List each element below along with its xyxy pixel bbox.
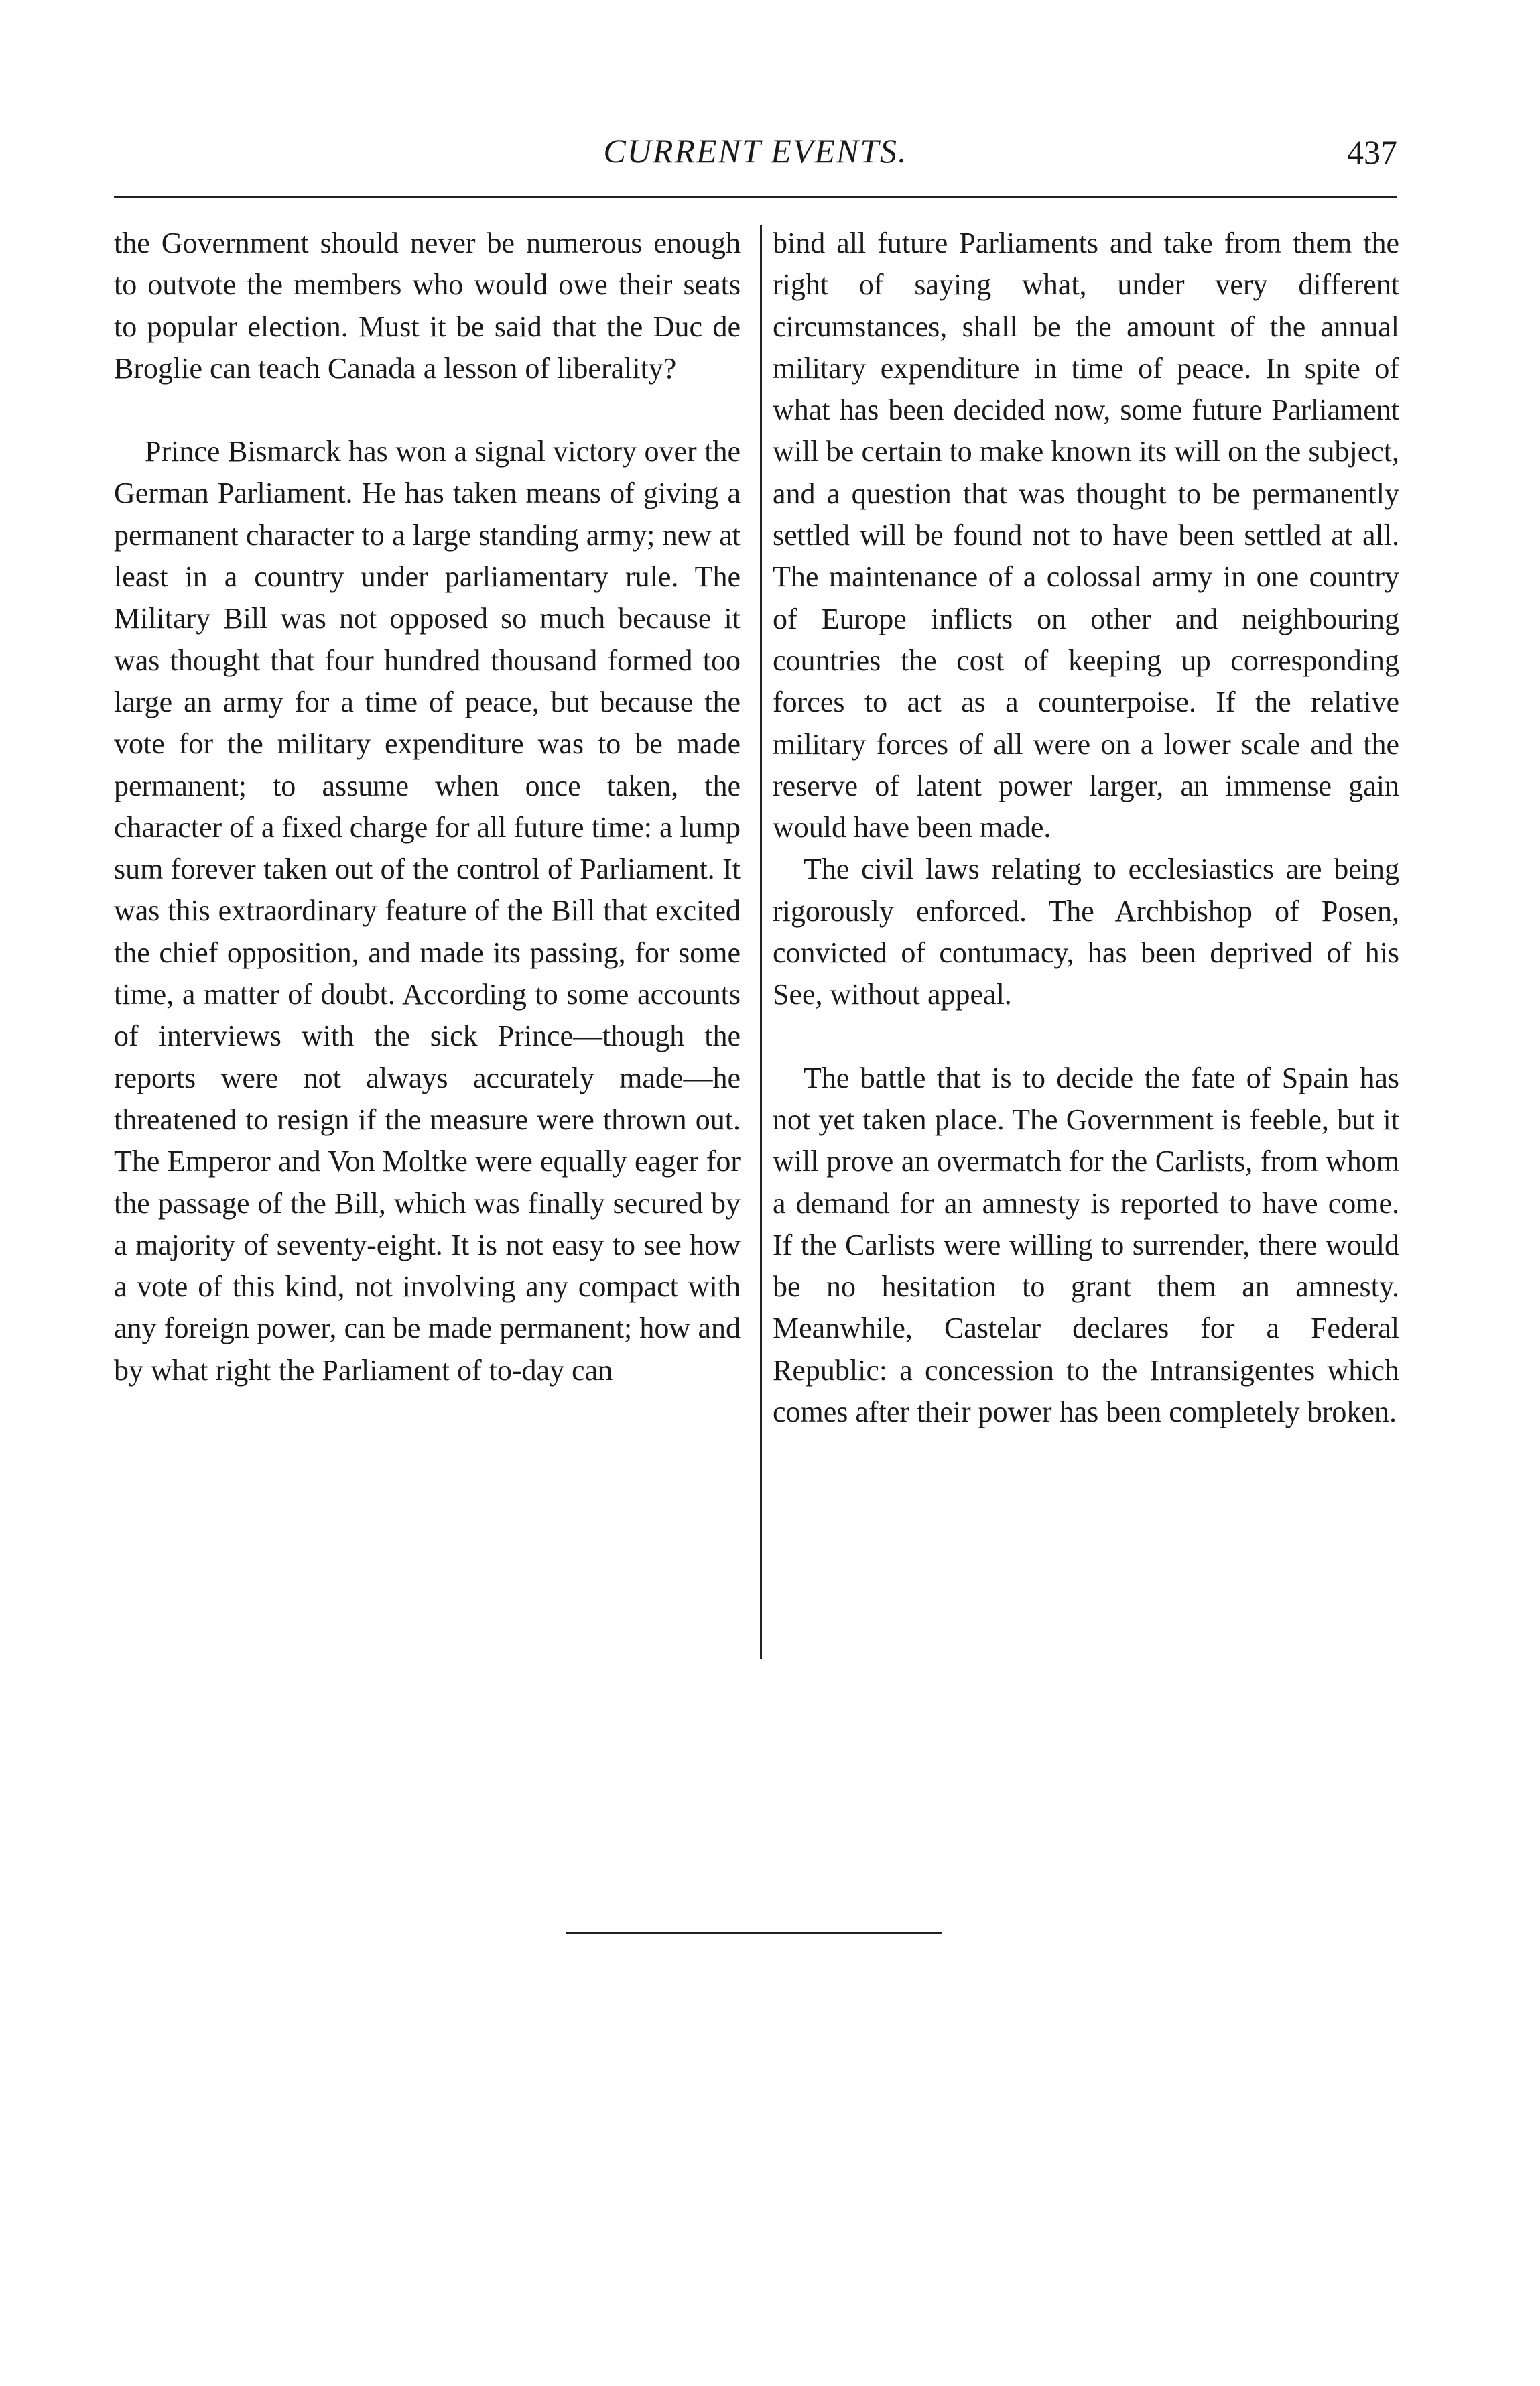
page-header	[114, 131, 1397, 184]
column-divider	[760, 225, 762, 1659]
section-end-rule	[566, 1932, 942, 1934]
paragraph-parliaments-continued: bind all future Parliaments and take from them the right of saying what, under very different circumstances, shall be the amount of the annual military expenditure in time of peace. In spite of what has been decided now, some future Parliament will be certain to make known its will on the subject, and a question that was thought to be permanently settled will be found not to have been settled at all. The maintenance of a colossal army in one country of Europe inflicts on other and neighbouring countries the cost of keeping up corresponding forces to act as a counterpoise. If the relative military forces of all were on a lower scale and the reserve of latent power larger, an immense gain would have been made.	[773, 227, 1399, 844]
left-column	[114, 223, 741, 1391]
header-rule	[114, 196, 1397, 198]
right-column	[773, 223, 1399, 1433]
paragraph-bismarck: Prince Bismarck has won a signal victory over the German Parliament. He has taken means of giving a permanent character to a large standing army; new at least in a country under parliamentary rule. The Military Bill was not opposed so much because it was thought that four hundred thousand formed too large an army for a time of peace, but because the vote for the military expenditure was to be made permanent; to assume when once taken, the character of a fixed charge for all future time: a lump sum forever taken out of the control of Parliament. It was this extraordinary feature of the Bill that excited the chief opposition, and made its passing, for some time, a matter of doubt. According to some accounts of interviews with the sick Prince—though the reports were not always accurately made—he threatened to resign if the measure were thrown out. The Emperor and Von Moltke were equally eager for the passage of the Bill, which was finally secured by a majority of seventy-eight. It is not easy to see how a vote of this kind, not involving any compact with any foreign power, can be made permanent; how and by what right the Parliament of to-day can	[114, 435, 741, 1387]
paragraph-civil-laws: The civil laws relating to ecclesiastics are being rigorously enforced. The Archbishop of Posen, convicted of contumacy, has been deprived of his See, without appeal.	[773, 853, 1399, 1011]
paragraph-government-continued: the Government should never be numerous enough to outvote the members who would owe their seats to popular election. Must it be said that the Duc de Broglie can teach Canada a lesson of liberality?	[114, 227, 741, 385]
paragraph-spain: The battle that is to decide the fate of Spain has not yet taken place. The Government is feeble, but it will prove an overmatch for the Carlists, from whom a demand for an amnesty is reported to have come. If the Carlists were willing to surrender, there would be no hesitation to grant them an amnesty. Meanwhile, Castelar declares for a Federal Republic: a concession to the Intransigentes which comes after their power has been completely broken.	[773, 1061, 1399, 1429]
page-number: 437	[1347, 133, 1397, 171]
running-head: CURRENT EVENTS.	[603, 132, 908, 170]
